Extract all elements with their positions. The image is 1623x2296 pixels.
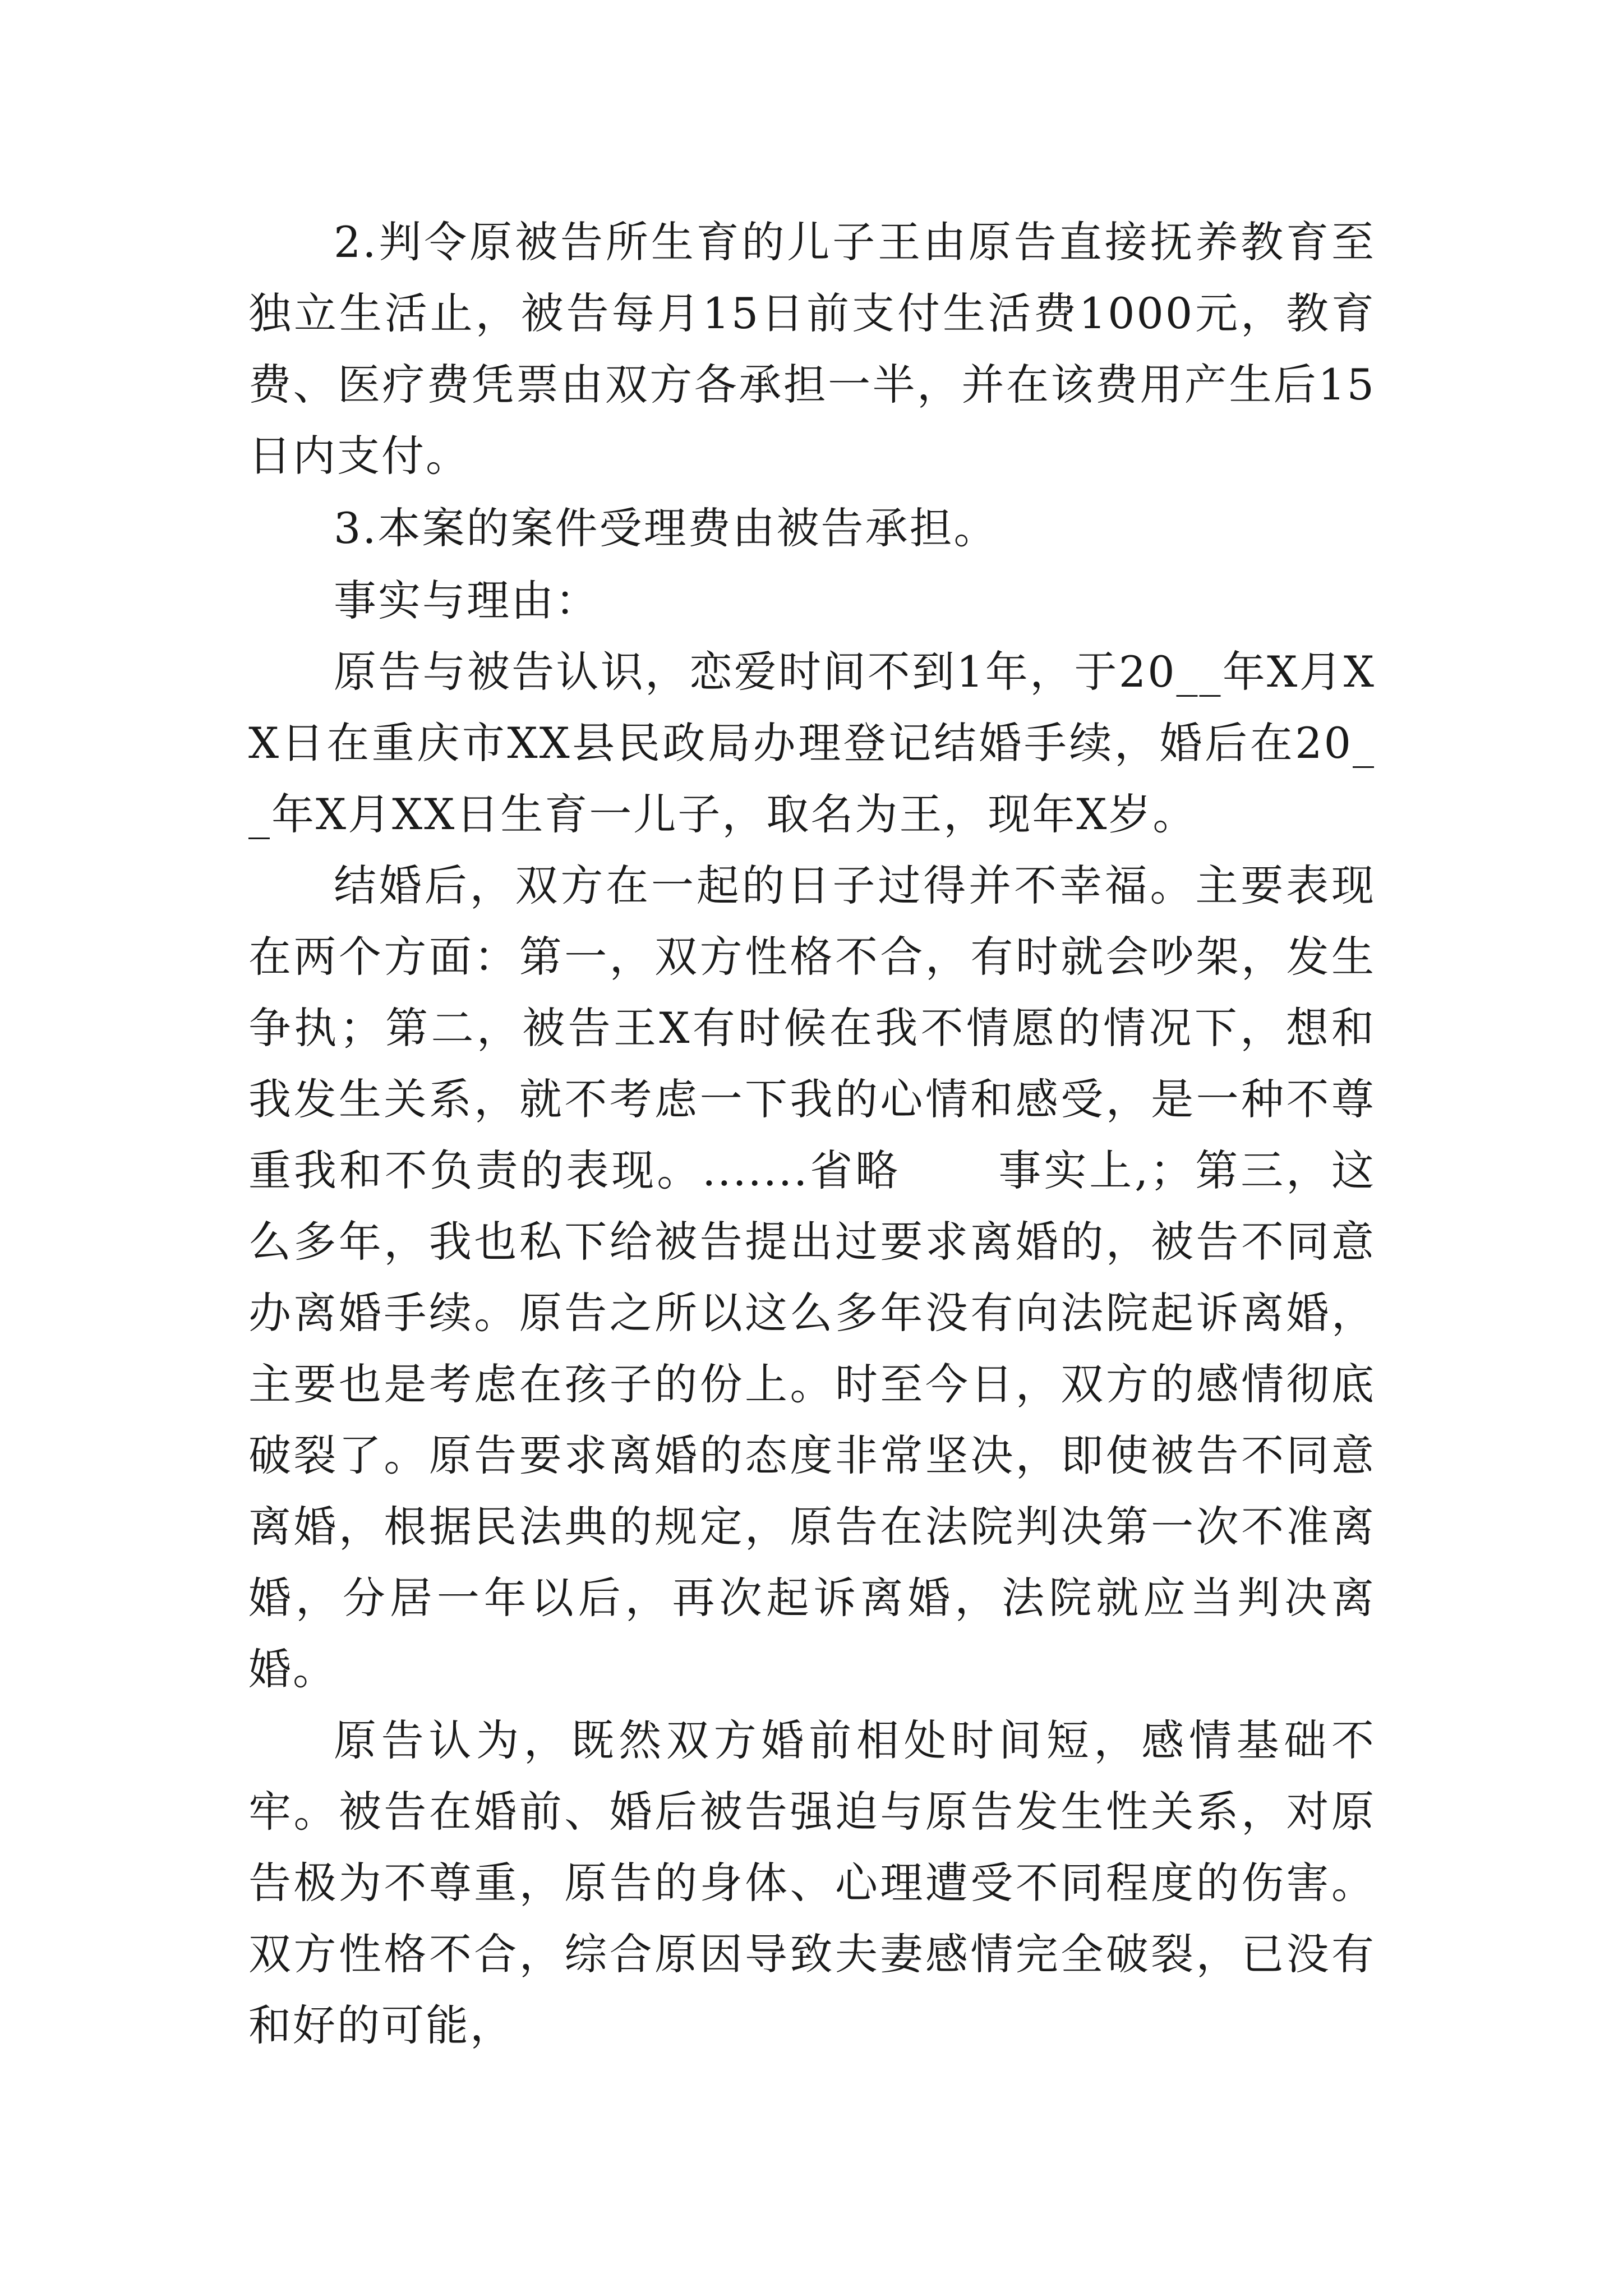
paragraph-claim-3: 3.本案的案件受理费由被告承担。 <box>334 503 998 553</box>
paragraph-marriage-situation: 结婚后，双方在一起的日子过得并不幸福。主要表现在两个方面：第一，双方性格不合，有时就会吵架，发生争执；第二，被告王X有时候在我不情愿的情况下，想和我发生关系，就不考虑一下我的心情和感受，是一种不尊重我和不负责的表现。.......省略 事实上,；第三，这么多年，我也私下给被告提出过要求离婚的，被告不同意办离婚手续。原告之所以这么多年没有向法院起诉离婚，主要也是考虑在孩子的份上。时至今日，双方的感情彻底破裂了。原告要求离婚的态度非常坚决，即使被告不同意离婚，根据民法典的规定，原告在法院判决第一次不准离婚，分居一年以后，再次起诉离婚，法院就应当判决离婚。 <box>248 861 1376 1694</box>
paragraph-claim-2: 2.判令原被告所生育的儿子王由原告直接抚养教育至独立生活止，被告每月15日前支付生活费1000元，教育费、医疗费凭票由双方各承担一半，并在该费用产生后15日内支付。 <box>248 217 1376 481</box>
paragraph-plaintiff-view: 原告认为，既然双方婚前相处时间短，感情基础不牢。被告在婚前、婚后被告强迫与原告发生性关系，对原告极为不尊重，原告的身体、心理遭受不同程度的伤害。双方性格不合，综合原因导致夫妻感情完全破裂，已没有和好的可能， <box>248 1715 1376 2050</box>
section-heading-facts-and-reasons: 事实与理由： <box>334 576 600 625</box>
document-body <box>248 206 1376 2061</box>
paragraph-background: 原告与被告认识，恋爱时间不到1年，于20__年X月XX日在重庆市XX县民政局办理登记结婚手续，婚后在20__年X月XX日生育一儿子，取名为王，现年X岁。 <box>248 647 1376 839</box>
